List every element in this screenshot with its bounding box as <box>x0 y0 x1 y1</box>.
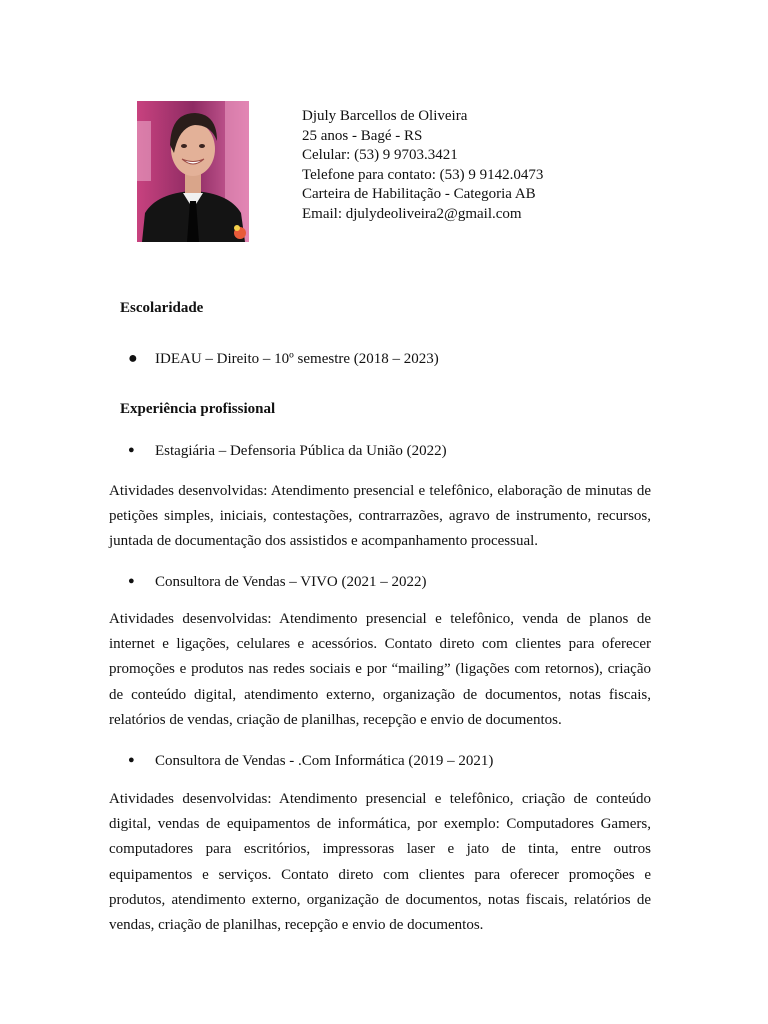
experience-heading: Experiência profissional <box>120 401 276 417</box>
contact-license: Carteira de Habilitação - Categoria AB <box>302 186 536 203</box>
job-description-line: produtos, atendimento externo, organização de documentos, notas fiscais, relatórios de <box>109 891 651 908</box>
job-title <box>128 753 493 770</box>
job-description <box>109 479 651 555</box>
bullet-dot-icon: ● <box>128 754 135 766</box>
job-description-line: promoções e produtos nas redes sociais e por “mailing” (ligações com retornos), criação <box>109 661 651 678</box>
education-item <box>128 350 439 368</box>
job-title <box>128 443 447 460</box>
contact-email: Email: djulydeoliveira2@gmail.com <box>302 205 522 222</box>
job-title-text: Estagiária – Defensoria Pública da União (2022) <box>155 443 447 459</box>
contact-block <box>302 107 722 225</box>
job-title-text: Consultora de Vendas – VIVO (2021 – 2022) <box>155 574 427 590</box>
job-description-line: digital, vendas de equipamentos de informática, por exemplo: Computadores Gamers, <box>109 816 651 833</box>
job-description-line: computadores para escritórios, impressoras laser e jato de tinta, entre outros <box>109 841 651 858</box>
job-description-line: petições simples, iniciais, contestações, contrarrazões, agravo de instrumento, recursos, <box>109 508 651 525</box>
profile-photo <box>137 101 249 242</box>
contact-name: Djuly Barcellos de Oliveira <box>302 108 468 124</box>
bullet-dot-icon: ● <box>128 575 135 587</box>
job-description-line: Atividades desenvolvidas: Atendimento presencial e telefônico, criação de conteúdo <box>109 791 651 807</box>
contact-age-city: 25 anos - Bagé - RS <box>302 127 423 144</box>
job-description-line: internet e ligações, celulares e acessórios. Contato direto com clientes para oferecer <box>109 636 651 653</box>
contact-phone: Telefone para contato: (53) 9 9142.0473 <box>302 166 544 183</box>
bullet-dot-icon: ● <box>128 350 138 367</box>
contact-cell: Celular: (53) 9 9703.3421 <box>302 147 458 164</box>
job-description <box>109 607 651 733</box>
job-description-line: Atividades desenvolvidas: Atendimento presencial e telefônico, elaboração de minutas de <box>109 483 651 499</box>
job-description-line: Atividades desenvolvidas: Atendimento presencial e telefônico, venda de planos de <box>109 611 651 627</box>
job-description-line: relatórios de vendas, criação de planilhas, recepção e envio de documentos. <box>109 711 562 728</box>
job-description-line: equipamentos e serviços. Contato direto com clientes para oferecer promoções e <box>109 866 651 883</box>
education-item-text: IDEAU – Direito – 10º semestre (2018 – 2023) <box>155 351 439 367</box>
job-description <box>109 787 651 938</box>
job-description-line: de conteúdo digital, atendimento externo, organização de documentos, notas fiscais, <box>109 686 651 703</box>
job-description-line: juntada de documentação dos assistidos e acompanhamento processual. <box>109 533 539 550</box>
job-title-text: Consultora de Vendas - .Com Informática (2019 – 2021) <box>155 753 494 769</box>
education-heading: Escolaridade <box>120 300 204 316</box>
job-description-line: vendas, criação de planilhas, recepção e envio de documentos. <box>109 917 484 934</box>
bullet-dot-icon: ● <box>128 444 135 456</box>
job-title <box>128 574 427 591</box>
